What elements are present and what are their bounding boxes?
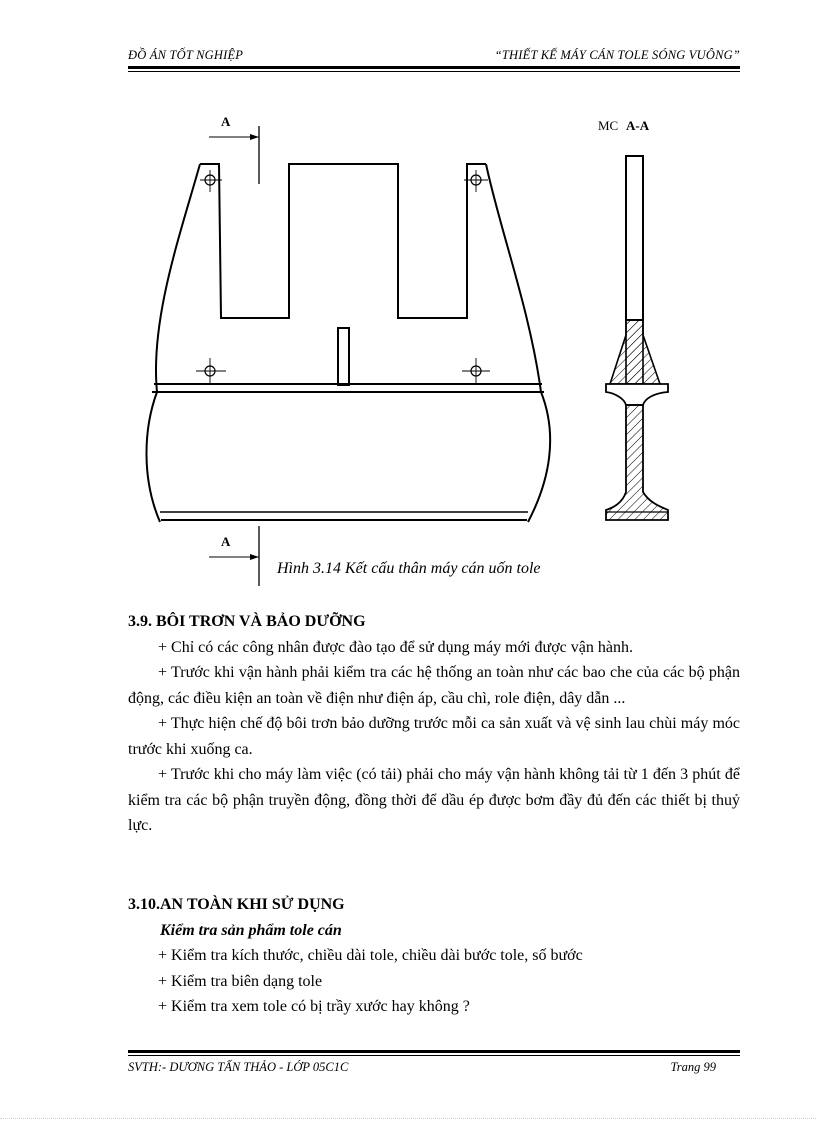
footer-rule-thin [128, 1055, 740, 1056]
paragraph: + Thực hiện chế độ bôi trơn bảo dưỡng trước mỗi ca sản xuất và vệ sinh lau chùi máy móc trước khi xuống ca. [128, 715, 740, 758]
section-marker-bottom [209, 526, 259, 586]
paragraph: + Chỉ có các công nhân được đào tạo để sử dụng máy mới được vận hành. [158, 638, 633, 656]
section-view-profile [606, 156, 668, 520]
paragraph: + Trước khi cho máy làm việc (có tải) phải cho máy vận hành không tải từ 1 đến 3 phút để kiểm tra các bộ phận truyền động, đồng thời để dầu ép được bơm đầy đủ đến các thiết bị thuỷ lực. [128, 766, 740, 834]
header-left-title: ĐỒ ÁN TỐT NGHIỆP [128, 48, 244, 62]
section-3-10 [128, 892, 740, 1020]
paragraph: + Trước khi vận hành phải kiểm tra các hệ thống an toàn như các bao che của các bộ phận động, các điều kiện an toàn về điện như điện áp, cầu chì, role điện, dây dẫn ... [128, 664, 740, 707]
header-right-title: “THIẾT KẾ MÁY CÁN TOLE SÓNG VUÔNG” [494, 48, 740, 62]
section-3-9 [128, 609, 740, 839]
section-view-prefix: MC [598, 118, 619, 133]
section-label-bottom: A [221, 534, 231, 549]
section-view-label: A-A [626, 118, 650, 133]
section-label-top: A [221, 114, 231, 129]
bolt-hole-bottom-right [462, 358, 490, 384]
section-heading: 3.10.AN TOÀN KHI SỬ DỤNG [128, 896, 345, 913]
figure-caption: Hình 3.14 Kết cấu thân máy cán uốn tole [277, 560, 541, 577]
list-item: + Kiểm tra kích thước, chiều dài tole, chiều dài bước tole, số bước [158, 947, 583, 964]
list-item: + Kiểm tra xem tole có bị trầy xước hay không ? [158, 998, 470, 1015]
section-marker-top [209, 114, 259, 184]
footer-rule [128, 1050, 740, 1053]
subsection-heading: Kiểm tra sản phẩm tole cán [160, 921, 342, 939]
frame-rails [152, 384, 544, 520]
section-heading: 3.9. BÔI TRƠN VÀ BẢO DƯỠNG [128, 613, 366, 630]
list-item: + Kiểm tra biên dạng tole [158, 972, 323, 990]
bolt-hole-bottom-left [196, 358, 226, 384]
page-edge [0, 1118, 816, 1119]
footer-page-number: Trang 99 [670, 1060, 716, 1074]
section-view-title [598, 118, 650, 133]
center-stub [338, 328, 349, 385]
footer-author: SVTH:- DƯƠNG TẤN THẢO - LỚP 05C1C [128, 1060, 349, 1074]
